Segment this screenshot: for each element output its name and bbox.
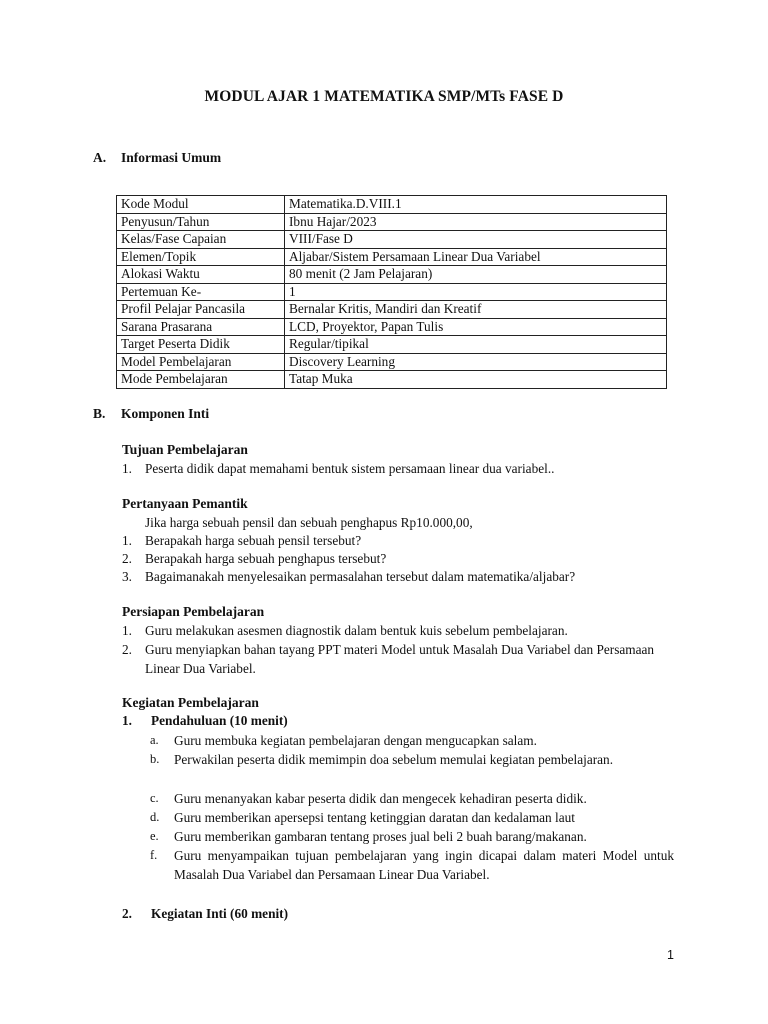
info-key: Kelas/Fase Capaian [117,231,285,249]
list-letter: d. [150,810,160,824]
info-key: Kode Modul [117,196,285,214]
info-key: Model Pembelajaran [117,353,285,371]
document-title: MODUL AJAR 1 MATEMATIKA SMP/MTs FASE D [204,88,564,105]
info-row [117,283,667,301]
info-value: LCD, Proyektor, Papan Tulis [285,318,667,336]
info-row [117,353,667,371]
list-number: 2. [122,642,132,657]
list-letter: f. [150,848,158,862]
section-b-letter: B. [93,406,106,421]
list-text: Perwakilan peserta didik memimpin doa sebelum memulai kegiatan pembelajaran. [174,752,614,767]
pemantik-item [122,531,674,550]
list-text: Berapakah harga sebuah pensil tersebut? [145,533,362,548]
list-number: 2. [122,551,132,566]
persiapan-heading: Persiapan Pembelajaran [122,604,265,619]
pemantik-intro: Jika harga sebuah pensil dan sebuah penghapus Rp10.000,00, [145,515,473,530]
info-row [117,318,667,336]
info-row [117,301,667,319]
pemantik-item [122,549,674,568]
pendahuluan-item [150,731,674,750]
pendahuluan-item [150,789,674,808]
list-text: Guru membuka kegiatan pembelajaran dengan mengucapkan salam. [174,733,537,748]
info-value: Matematika.D.VIII.1 [285,196,667,214]
list-text: Guru memberikan apersepsi tentang ketinggian daratan dan kedalaman laut [174,810,575,825]
kegiatan-inti-label: Kegiatan Inti (60 menit) [151,906,289,921]
info-row [117,371,667,389]
list-number: 1. [122,461,132,476]
list-text: Guru menanyakan kabar peserta didik dan mengecek kehadiran peserta didik. [174,791,587,806]
info-row [117,213,667,231]
kegiatan-inti-heading [122,906,288,922]
pendahuluan-item [150,846,674,884]
info-value: Ibnu Hajar/2023 [285,213,667,231]
info-row [117,196,667,214]
info-value: 1 [285,283,667,301]
list-text: Guru memberikan gambaran tentang proses jual beli 2 buah barang/makanan. [174,829,587,844]
list-number: 2. [122,906,132,921]
list-text: Peserta didik dapat memahami bentuk sistem persamaan linear dua variabel.. [145,461,555,476]
info-key: Alokasi Waktu [117,266,285,284]
persiapan-item [122,621,674,640]
list-number: 1. [122,623,132,638]
info-value: Bernalar Kritis, Mandiri dan Kreatif [285,301,667,319]
kegiatan-heading: Kegiatan Pembelajaran [122,695,259,710]
info-row [117,336,667,354]
tujuan-item [122,459,674,478]
info-key: Elemen/Topik [117,248,285,266]
pendahuluan-item [150,808,674,827]
info-value: Discovery Learning [285,353,667,371]
info-key: Penyusun/Tahun [117,213,285,231]
section-a-heading [93,150,221,166]
pemantik-item [122,567,674,586]
pendahuluan-item [150,750,674,769]
list-letter: a. [150,733,159,747]
info-value: VIII/Fase D [285,231,667,249]
list-text: Guru melakukan asesmen diagnostik dalam bentuk kuis sebelum pembelajaran. [145,623,568,638]
info-value: 80 menit (2 Jam Pelajaran) [285,266,667,284]
tujuan-heading: Tujuan Pembelajaran [122,442,248,457]
page-number: 1 [667,948,674,962]
info-value: Tatap Muka [285,371,667,389]
pendahuluan-item [150,827,674,846]
list-letter: b. [150,752,160,766]
info-table [116,195,667,389]
section-a-label: Informasi Umum [121,150,222,165]
info-row [117,266,667,284]
info-key: Mode Pembelajaran [117,371,285,389]
info-value: Aljabar/Sistem Persamaan Linear Dua Variabel [285,248,667,266]
info-key: Sarana Prasarana [117,318,285,336]
list-number: 3. [122,569,132,584]
pemantik-heading: Pertanyaan Pemantik [122,496,248,511]
list-text: Bagaimanakah menyelesaikan permasalahan tersebut dalam matematika/aljabar? [145,569,576,584]
persiapan-item [122,640,674,678]
section-b-heading [93,406,209,422]
info-key: Pertemuan Ke- [117,283,285,301]
list-letter: e. [150,829,159,843]
list-text: Guru menyampaikan tujuan pembelajaran yang ingin dicapai dalam materi Model untuk Masalah Dua Variabel dan Persamaan Linear Dua Variabel. [174,848,674,882]
list-number: 1. [122,533,132,548]
list-letter: c. [150,791,159,805]
section-b-label: Komponen Inti [121,406,210,421]
list-text: Berapakah harga sebuah penghapus tersebut? [145,551,387,566]
list-number: 1. [122,713,132,728]
info-key: Target Peserta Didik [117,336,285,354]
pendahuluan-label: Pendahuluan (10 menit) [151,713,288,728]
section-a-letter: A. [93,150,107,165]
info-value: Regular/tipikal [285,336,667,354]
info-key: Profil Pelajar Pancasila [117,301,285,319]
pendahuluan-heading [122,713,288,729]
info-row [117,231,667,249]
list-text: Guru menyiapkan bahan tayang PPT materi Model untuk Masalah Dua Variabel dan Persamaan Linear Dua Variabel. [145,642,655,676]
info-row [117,248,667,266]
